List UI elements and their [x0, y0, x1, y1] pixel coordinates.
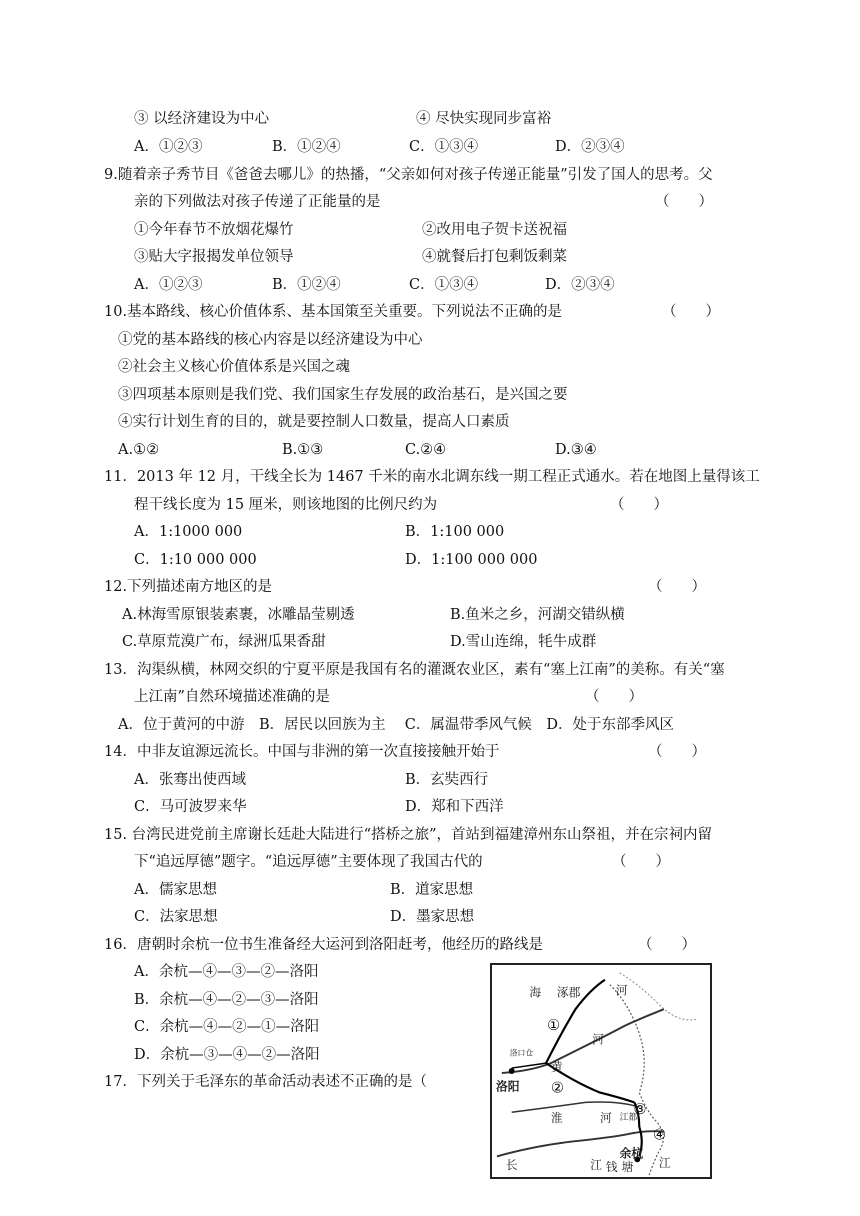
map-label: 江 [658, 1156, 671, 1171]
statement: ④实行计划生育的目的，就是要控制人口数量，提高人口素质 [118, 414, 510, 430]
option: C．①③④ [409, 139, 479, 155]
answer-bracket: （ ） [585, 689, 643, 705]
map-label: 洛口仓 [509, 1048, 534, 1058]
option: B．1:100 000 [405, 524, 505, 540]
route-marker: ① [547, 1016, 561, 1034]
grand-canal-map [490, 963, 712, 1179]
question-stem: 13．沟渠纵横，林网交织的宁夏平原是我国有名的灌溉农业区，素有“塞上江南”的美称。有关“塞 [104, 662, 725, 678]
map-label: 塘 [621, 1160, 634, 1175]
option: C．法家思想 [134, 909, 218, 925]
option: C．余杭—④—②—①—洛阳 [134, 1019, 320, 1035]
option: C.②④ [405, 442, 447, 458]
answer-bracket: （ ） [612, 854, 670, 870]
option: D．墨家思想 [390, 909, 475, 925]
map-label: 江 [590, 1158, 602, 1173]
option: D.③④ [555, 442, 597, 458]
question-stem: 9.随着亲子秀节目《爸爸去哪儿》的热播，“父亲如何对孩子传递正能量”引发了国人的思考。父 [104, 167, 713, 183]
option: D．②③④ [545, 277, 615, 293]
option: B.①③ [282, 442, 324, 458]
statement: ②改用电子贺卡送祝福 [422, 222, 567, 238]
option: A．余杭—④—③—②—洛阳 [134, 964, 319, 980]
question-stem: 17．下列关于毛泽东的革命活动表述不正确的是（ [104, 1074, 427, 1090]
statement: ④就餐后打包剩饭剩菜 [422, 249, 567, 265]
option: D．郑和下西洋 [405, 799, 504, 815]
answer-bracket: （ ） [648, 579, 706, 595]
question-stem: 程干线长度为 15 厘米，则该地图的比例尺约为 [134, 497, 438, 513]
route-marker: ④ [653, 1126, 667, 1144]
map-graphic [492, 965, 710, 1177]
map-label: 河 [600, 1111, 612, 1126]
map-label: 黄 [550, 1060, 563, 1074]
statement: ②社会主义核心价值体系是兴国之魂 [118, 359, 350, 375]
option-row: A．位于黄河的中游 B．居民以回族为主 C．属温带季风气候 D．处于东部季风区 [118, 717, 674, 733]
option: A.林海雪原银装素裹，冰雕晶莹剔透 [122, 607, 355, 623]
statement: ①党的基本路线的核心内容是以经济建设为中心 [118, 332, 423, 348]
option: C．1:10 000 000 [134, 552, 257, 568]
option: A．儒家思想 [134, 882, 217, 898]
luoyang-dot [509, 1068, 515, 1074]
question-stem: 上江南”自然环境描述准确的是 [134, 689, 330, 705]
option: B．①②④ [272, 277, 341, 293]
option: D．②③④ [555, 139, 625, 155]
map-label: 江都 [619, 1113, 638, 1124]
route-marker: ③ [633, 1101, 647, 1119]
map-label: 钱 [605, 1160, 618, 1175]
map-label: 涿郡 [556, 985, 581, 1000]
question-stem: 16．唐朝时余杭一位书生准备经大运河到洛阳赶考，他经历的路线是 [104, 937, 543, 953]
text-line: ④ 尽快实现同步富裕 [416, 111, 552, 127]
option: C．①③④ [409, 277, 479, 293]
map-label: 余杭 [619, 1146, 644, 1161]
option: B.鱼米之乡，河湖交错纵横 [450, 607, 625, 623]
option: D.雪山连绵，牦牛成群 [450, 634, 597, 650]
map-label: 淮 [550, 1111, 563, 1126]
yellow-river [502, 1009, 664, 1073]
coastline-north [620, 973, 699, 1020]
text-line: ③ 以经济建设为中心 [134, 111, 270, 127]
question-stem: 11．2013 年 12 月，干线全长为 1467 千米的南水北调东线一期工程正式通水。若在地图上量得该工 [104, 469, 760, 485]
statement: ③贴大字报揭发单位领导 [134, 249, 294, 265]
question-stem: 14．中非友谊源远流长。中国与非洲的第一次直接接触开始于 [104, 744, 500, 760]
option: B．道家思想 [390, 882, 474, 898]
map-label: 长 [505, 1158, 518, 1173]
map-label: 洛阳 [495, 1079, 520, 1094]
option: A．1:1000 000 [134, 524, 243, 540]
question-stem: 12.下列描述南方地区的是 [104, 579, 273, 595]
option: C．马可波罗来华 [134, 799, 247, 815]
question-stem: 亲的下列做法对孩子传递了正能量的是 [134, 194, 381, 210]
map-label: 河 [615, 983, 628, 998]
map-label: 河 [592, 1032, 604, 1047]
answer-bracket: （ ） [648, 744, 706, 760]
option: A．①②③ [134, 139, 203, 155]
route-marker: ② [550, 1079, 565, 1097]
question-stem: 10.基本路线、核心价值体系、基本国策至关重要。下列说法不正确的是 [104, 304, 563, 320]
answer-bracket: （ ） [662, 304, 720, 320]
option: B．余杭—④—②—③—洛阳 [134, 992, 319, 1008]
option: C.草原荒漠广布，绿洲瓜果香甜 [122, 634, 326, 650]
question-stem: 15. 台湾民进党前主席谢长廷赴大陆进行“搭桥之旅”，首站到福建漳州东山祭祖，并在宗祠内留 [104, 827, 712, 843]
option: D．余杭—③—④—②—洛阳 [134, 1047, 320, 1063]
answer-bracket: （ ） [610, 497, 668, 513]
statement: ①今年春节不放烟花爆竹 [134, 222, 294, 238]
option: D．1:100 000 000 [405, 552, 538, 568]
option: B．①②④ [272, 139, 341, 155]
option: A．①②③ [134, 277, 203, 293]
option: B．玄奘西行 [405, 772, 489, 788]
answer-bracket: （ ） [655, 194, 713, 210]
answer-bracket: （ ） [638, 937, 696, 953]
question-stem: 下“追远厚德”题字。“追远厚德”主要体现了我国古代的 [134, 854, 483, 870]
huai-river [512, 1102, 640, 1112]
map-label: 海 [529, 985, 542, 1000]
option: A．张骞出使西域 [134, 772, 246, 788]
statement: ③四项基本原则是我们党、我们国家生存发展的政治基石，是兴国之要 [118, 387, 568, 403]
option: A.①② [118, 442, 160, 458]
